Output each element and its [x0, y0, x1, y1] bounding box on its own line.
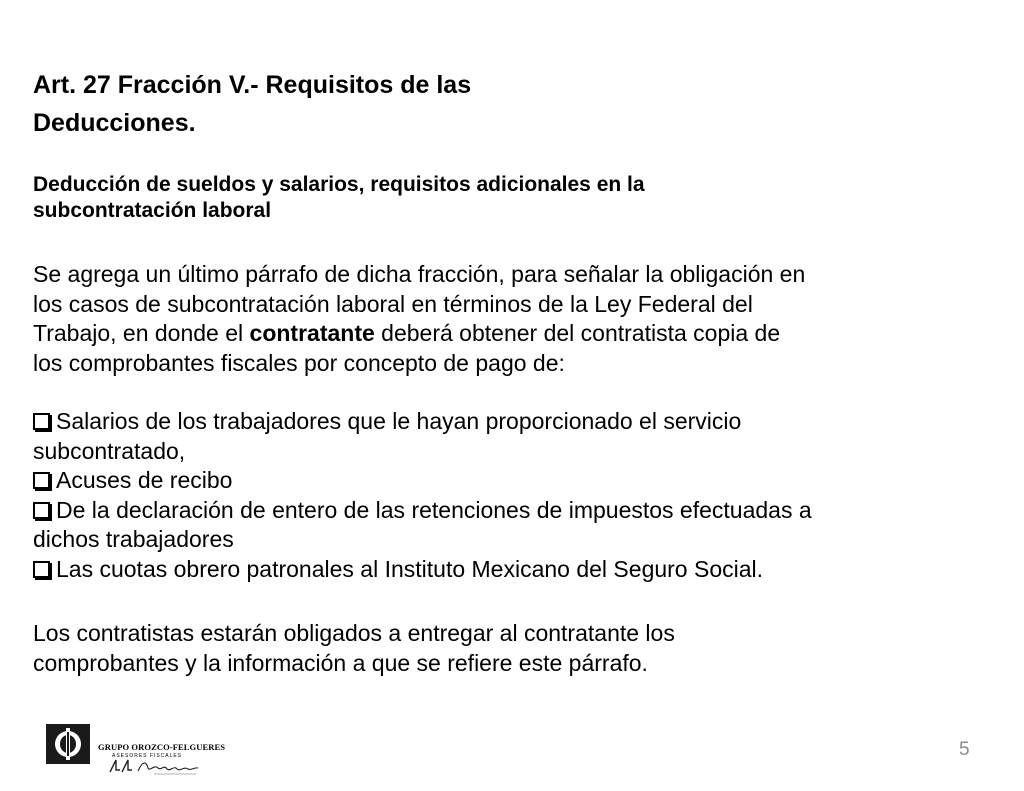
list-item — [33, 496, 1008, 555]
contratante-emphasis: contratante — [249, 320, 375, 346]
closing-line-2: comprobantes y la información a que se refiere este párrafo. — [33, 649, 648, 676]
list-item-text: Salarios de los trabajadores que le hayan proporcionado el servicio — [56, 408, 742, 434]
intro-line-4: los comprobantes fiscales por concepto de pago de: — [33, 349, 565, 376]
slide-title-line-1: Art. 27 Fracción V.- Requisitos de las — [33, 71, 472, 99]
intro-line-3-start: Trabajo, en donde el — [33, 320, 250, 346]
intro-line-3-end: deberá obtener del contratista copia de — [374, 320, 781, 346]
list-item — [33, 555, 1008, 585]
list-item-text: Las cuotas obrero patronales al Instituto Mexicano del Seguro Social. — [56, 555, 764, 582]
logo-tagline: ASESORES FISCALES — [112, 753, 183, 759]
closing-paragraph — [33, 619, 1008, 678]
intro-paragraph — [33, 260, 1008, 378]
intro-line-1: Se agrega un último párrafo de dicha fracción, para señalar la obligación en — [33, 261, 806, 287]
slide-title — [33, 66, 673, 142]
list-item-text: Acuses de recibo — [56, 467, 233, 493]
page-number: 5 — [959, 739, 970, 760]
section-heading-line-1: Deducción de sueldos y salarios, requisitos adicionales en la — [33, 173, 645, 196]
checkbox-icon — [33, 502, 50, 519]
list-item-text-cont: dichos trabajadores — [33, 526, 234, 552]
checkbox-icon — [33, 561, 50, 578]
requirements-list — [33, 407, 1008, 584]
checkbox-icon — [33, 413, 50, 430]
list-item-text-cont: subcontratado, — [33, 437, 186, 464]
list-item — [33, 466, 1008, 496]
list-item — [33, 407, 1008, 466]
checkbox-icon — [33, 472, 50, 489]
company-logo — [46, 720, 226, 776]
phi-logo-icon — [46, 724, 90, 764]
intro-line-2: los casos de subcontratación laboral en términos de la Ley Federal del — [33, 290, 753, 317]
anniversary-signature-icon — [106, 754, 202, 776]
logo-company-name: GRUPO OROZCO-FELGUERES — [98, 742, 226, 752]
list-item-text: De la declaración de entero de las retenciones de impuestos efectuadas a — [56, 496, 812, 523]
section-heading — [33, 172, 933, 224]
slide-title-line-2: Deducciones. — [33, 109, 196, 137]
closing-line-1: Los contratistas estarán obligados a entregar al contratante los — [33, 620, 675, 646]
section-heading-line-2: subcontratación laboral — [33, 199, 272, 222]
